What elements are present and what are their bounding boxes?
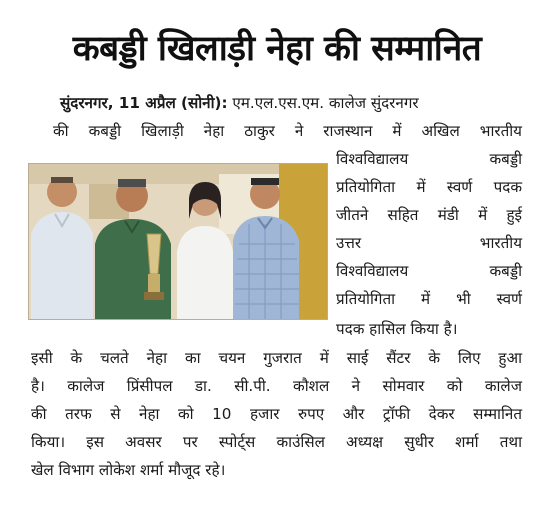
article-line-2: की कबड्डी खिलाड़ी नेहा ठाकुर ने राजस्थान में अखिल भारतीय: [53, 122, 522, 140]
article-line-3: विश्वविद्यालय कबड्डी: [336, 150, 522, 168]
news-photo-icon: [29, 164, 328, 320]
article-line-7: विश्वविद्यालय कबड्डी: [336, 262, 522, 280]
article-line-5: जीतने सहित मंडी में हुई: [336, 206, 522, 224]
dateline: सुंदरनगर, 11 अप्रैल (सोनी):: [60, 94, 228, 112]
headline: कबड्डी खिलाड़ी नेहा की सम्मानित: [72, 29, 482, 69]
article-line-12: की तरफ से नेहा को 10 हजार रुपए और ट्रॉफी देकर सम्मानित: [31, 405, 522, 423]
article-line-9: पदक हासिल किया है।: [336, 320, 458, 338]
article-text: एम.एल.एस.एम. कालेज सुंदरनगर: [232, 94, 419, 112]
article-line-11: है। कालेज प्रिंसीपल डा. सी.पी. कौशल ने सोमवार को कालेज: [31, 377, 522, 395]
article-line-4: प्रतियोगिता में स्वर्ण पदक: [336, 178, 522, 196]
article-line-14: खेल विभाग लोकेश शर्मा मौजूद रहे।: [31, 461, 226, 479]
article-line-8: प्रतियोगिता में भी स्वर्ण: [336, 290, 522, 308]
article-line-1: [60, 90, 522, 116]
article-line-6: उत्तर भारतीय: [336, 234, 522, 252]
article-line-13: किया। इस अवसर पर स्पोर्ट्स काउंसिल अध्यक्ष सुधीर शर्मा तथा: [31, 433, 522, 451]
news-photo: [28, 163, 328, 320]
article-line-10: इसी के चलते नेहा का चयन गुजरात में साई सैंटर के लिए हुआ: [31, 349, 522, 367]
